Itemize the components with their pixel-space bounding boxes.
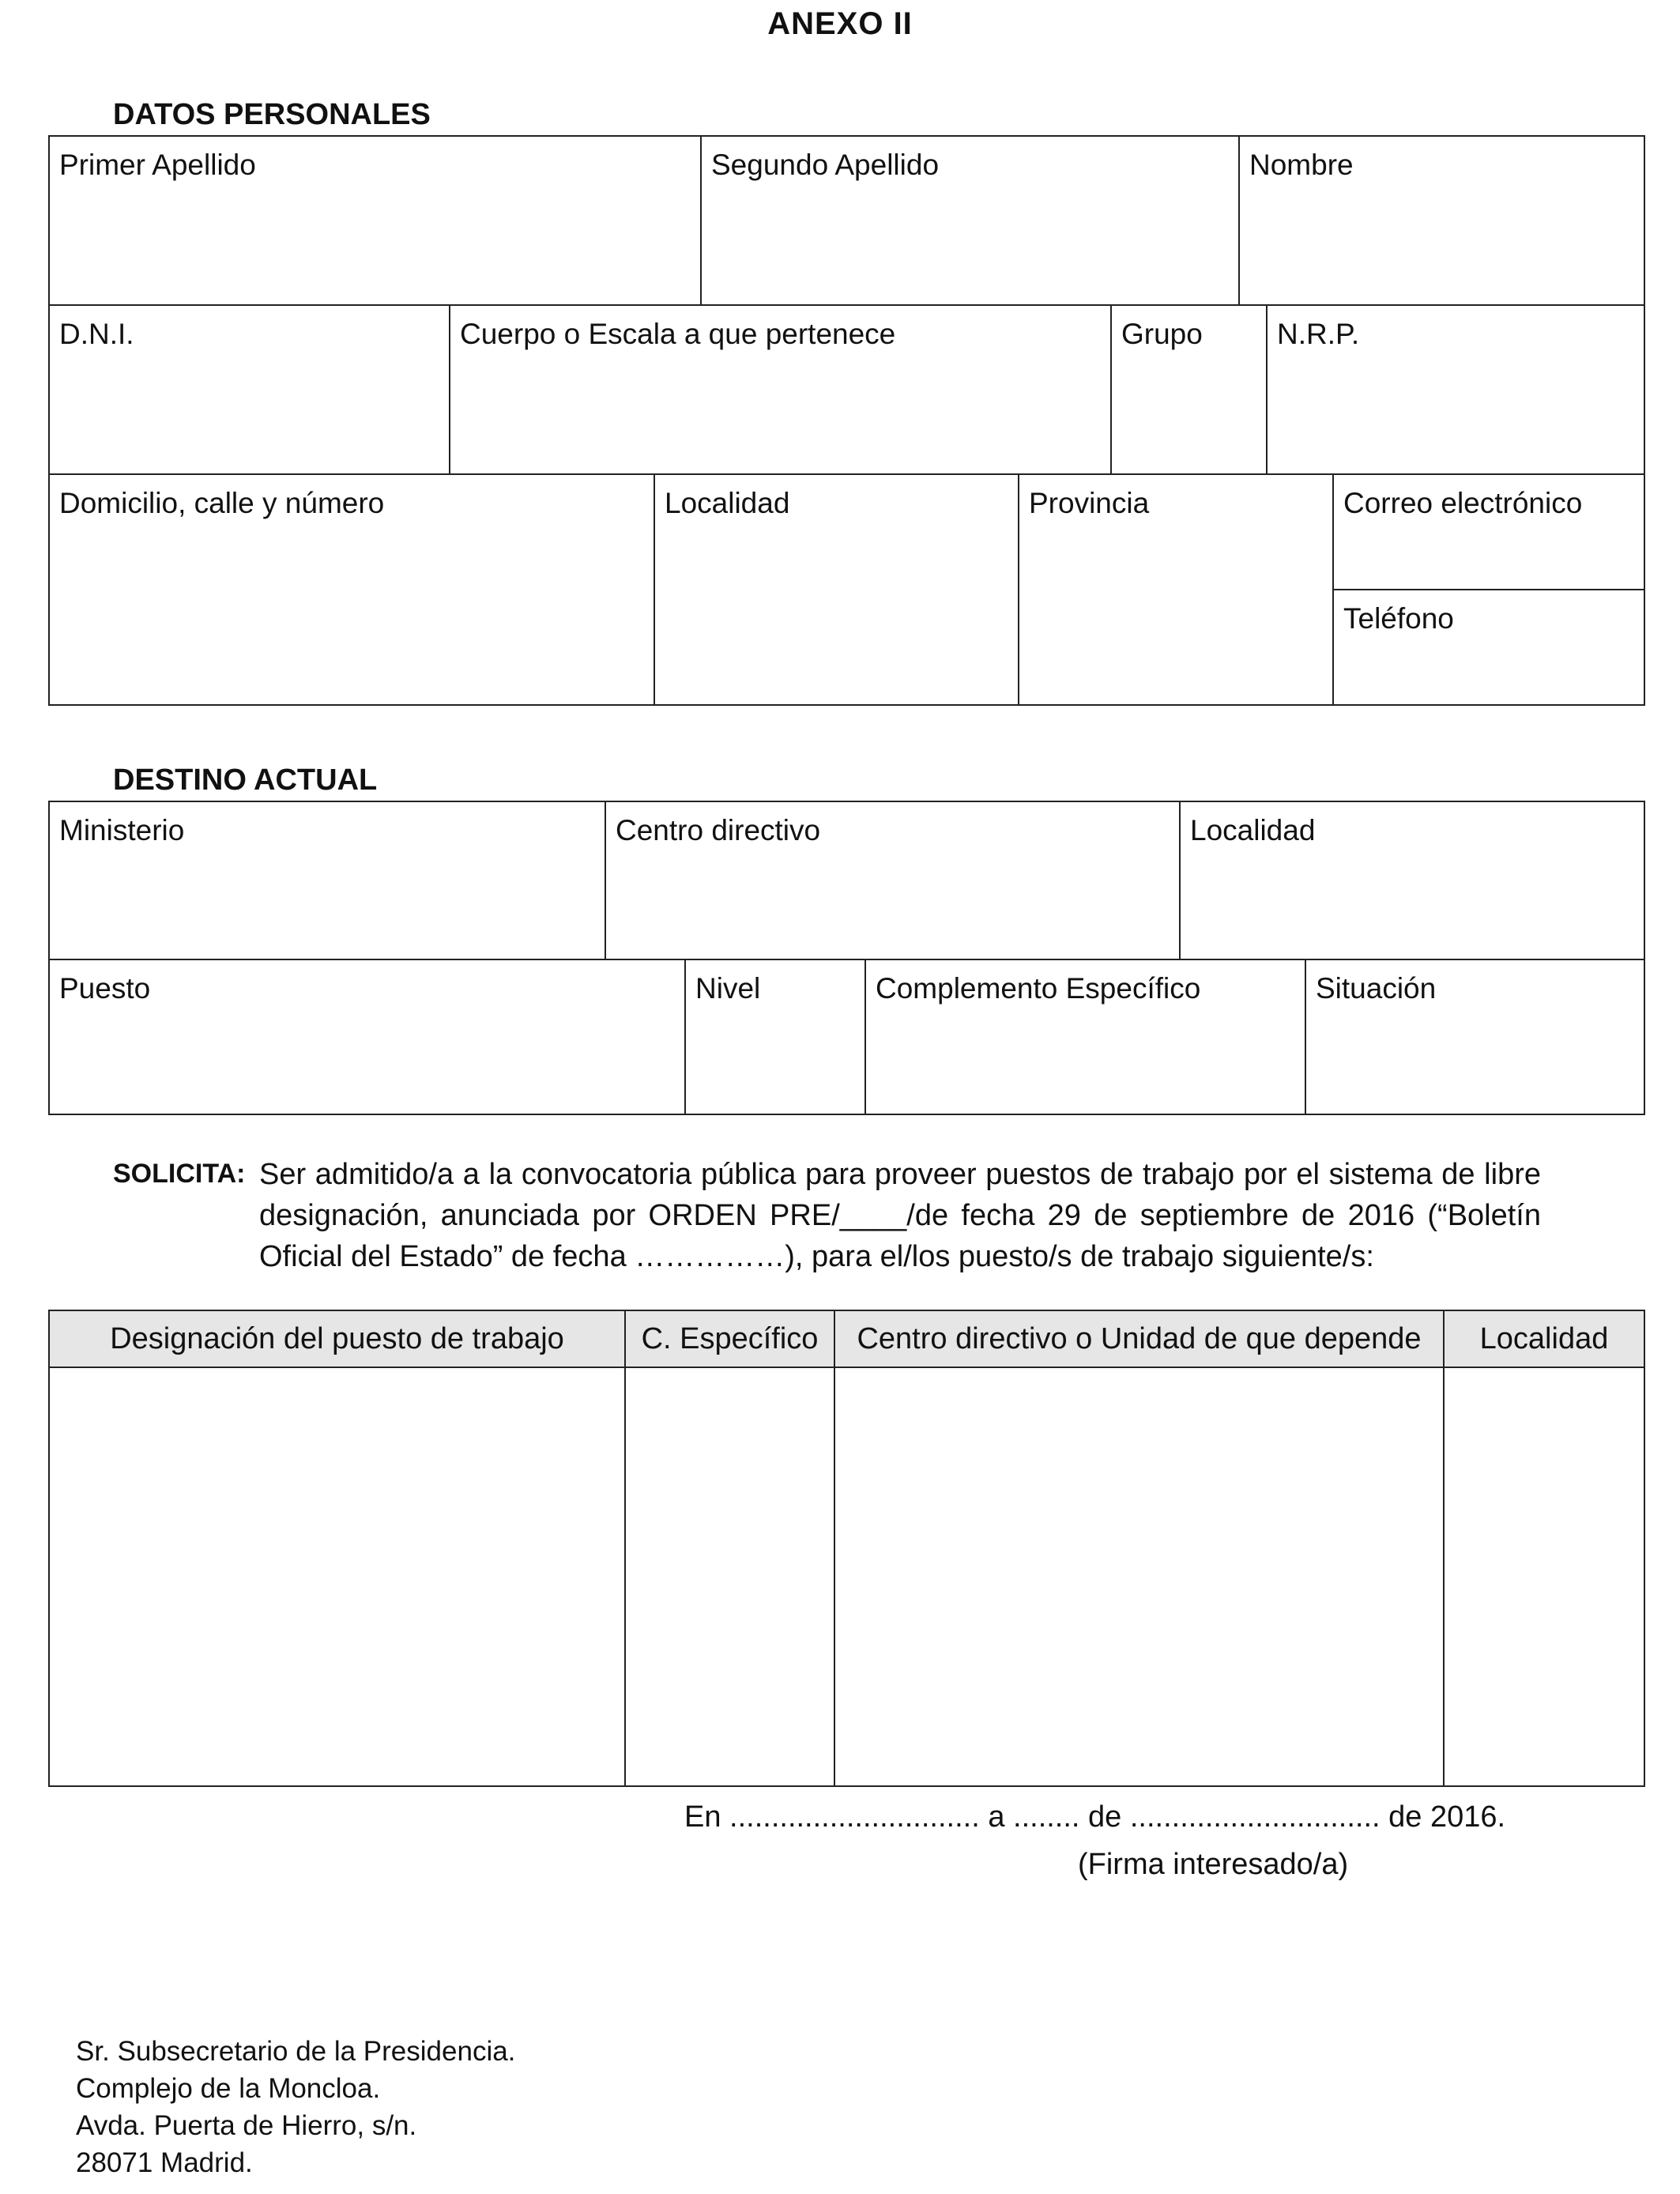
- solicita-label: SOLICITA:: [113, 1159, 246, 1189]
- correo-field[interactable]: [1332, 473, 1645, 590]
- localidad-input-cell[interactable]: [1443, 1367, 1645, 1787]
- nivel-label: Nivel: [695, 972, 761, 1005]
- centro-directivo-label: Centro directivo: [616, 814, 821, 846]
- address-line: Sr. Subsecretario de la Presidencia.: [76, 2036, 516, 2067]
- datos-personales-heading: DATOS PERSONALES: [113, 98, 431, 131]
- provincia-label: Provincia: [1029, 487, 1150, 519]
- provincia-field[interactable]: [1018, 473, 1334, 706]
- page-title: ANEXO II: [767, 6, 913, 41]
- grupo-label: Grupo: [1121, 318, 1203, 350]
- address-line: 28071 Madrid.: [76, 2147, 253, 2178]
- cuerpo-label: Cuerpo o Escala a que pertenece: [460, 318, 896, 350]
- puesto-label: Puesto: [59, 972, 151, 1005]
- nrp-field[interactable]: [1266, 304, 1645, 475]
- destino-localidad-field[interactable]: [1179, 801, 1645, 960]
- ministerio-field[interactable]: [48, 801, 606, 960]
- correo-label: Correo electrónico: [1343, 487, 1583, 519]
- address-line: Complejo de la Moncloa.: [76, 2073, 381, 2104]
- dni-label: D.N.I.: [59, 318, 134, 350]
- telefono-field[interactable]: [1332, 589, 1645, 706]
- cuerpo-field[interactable]: [449, 304, 1112, 475]
- centro-directivo-field[interactable]: [605, 801, 1181, 960]
- nombre-field[interactable]: [1238, 135, 1645, 306]
- destino-actual-heading: DESTINO ACTUAL: [113, 763, 378, 797]
- column-header-centro-directivo: Centro directivo o Unidad de que depende: [834, 1310, 1445, 1368]
- solicita-text: Ser admitido/a a la convocatoria pública para proveer puestos de trabajo por el sistema de libre designación, anunciada por ORDEN PRE/____/de fecha 29 de septiembre de 2016 (“Boletín Oficial del Estado” de fecha ……………), para el/los puesto/s de trabajo siguiente/s:: [259, 1158, 1541, 1273]
- grupo-field[interactable]: [1110, 304, 1268, 475]
- address-line: Avda. Puerta de Hierro, s/n.: [76, 2110, 417, 2141]
- fecha-line: En .............................. a ........ de .............................. de 2016.: [684, 1800, 1506, 1834]
- domicilio-field[interactable]: [48, 473, 655, 706]
- centro-directivo-input-cell[interactable]: [834, 1367, 1445, 1787]
- primer-apellido-field[interactable]: [48, 135, 702, 306]
- destino-localidad-label: Localidad: [1190, 814, 1316, 846]
- column-header-localidad: Localidad: [1443, 1310, 1645, 1368]
- puesto-field[interactable]: [48, 959, 686, 1115]
- telefono-label: Teléfono: [1343, 602, 1454, 635]
- situacion-label: Situación: [1316, 972, 1437, 1005]
- segundo-apellido-label: Segundo Apellido: [711, 149, 940, 181]
- address-block: [76, 2033, 515, 2181]
- localidad-field[interactable]: [654, 473, 1019, 706]
- column-header-designacion: Designación del puesto de trabajo: [48, 1310, 626, 1368]
- localidad-label: Localidad: [665, 487, 790, 519]
- segundo-apellido-field[interactable]: [700, 135, 1240, 306]
- domicilio-label: Domicilio, calle y número: [59, 487, 385, 519]
- ministerio-label: Ministerio: [59, 814, 185, 846]
- complemento-field[interactable]: [864, 959, 1306, 1115]
- complemento-label: Complemento Específico: [876, 972, 1201, 1005]
- column-header-c-especifico: C. Específico: [624, 1310, 835, 1368]
- nombre-label: Nombre: [1249, 149, 1354, 181]
- dni-field[interactable]: [48, 304, 450, 475]
- c-especifico-input-cell[interactable]: [624, 1367, 835, 1787]
- nivel-field[interactable]: [684, 959, 866, 1115]
- designacion-input-cell[interactable]: [48, 1367, 626, 1787]
- firma-label: (Firma interesado/a): [1078, 1848, 1349, 1881]
- situacion-field[interactable]: [1305, 959, 1645, 1115]
- primer-apellido-label: Primer Apellido: [59, 149, 256, 181]
- nrp-label: N.R.P.: [1277, 318, 1360, 350]
